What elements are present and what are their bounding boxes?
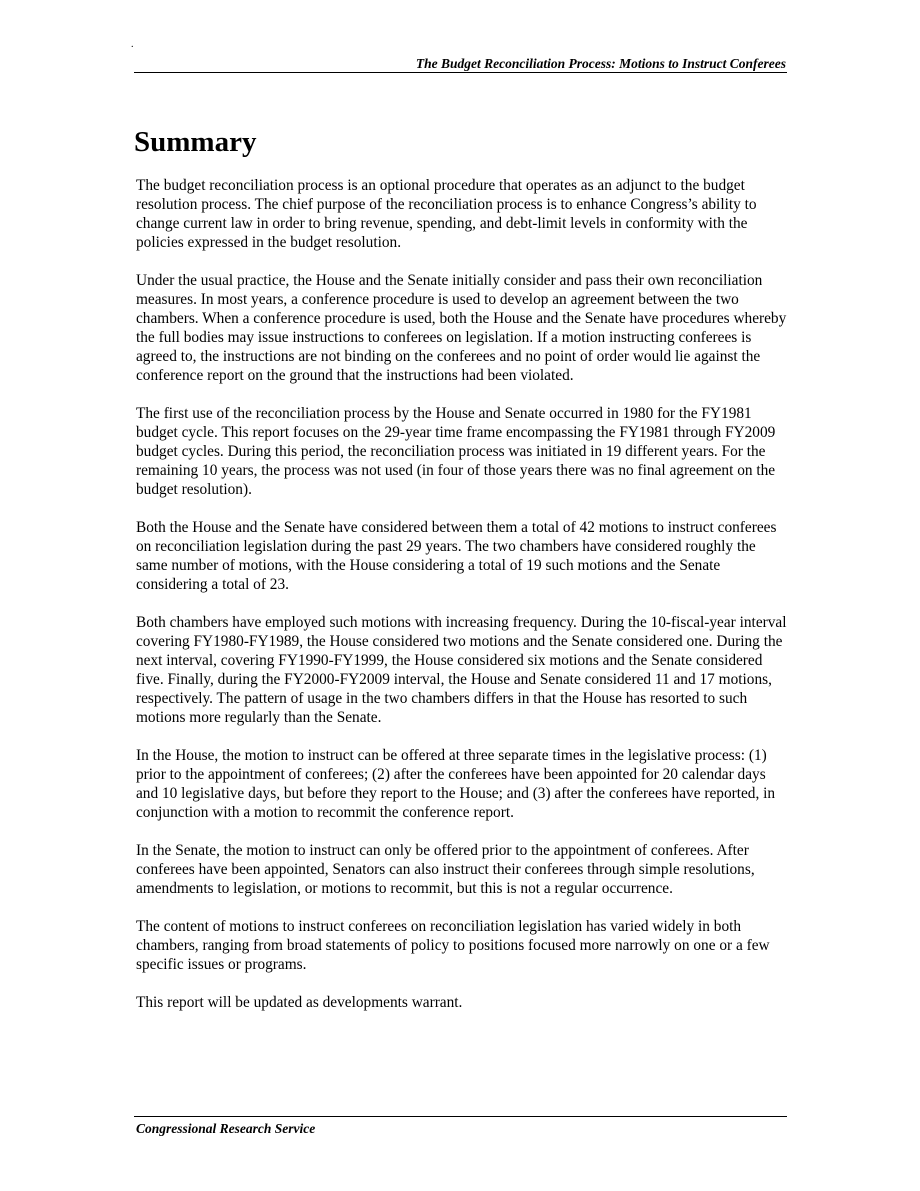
running-header: The Budget Reconciliation Process: Motions to Instruct Conferees <box>415 56 786 71</box>
paragraph: Under the usual practice, the House and the Senate initially consider and pass their own reconciliation measures. In most years, a conference procedure is used to develop an agreement between the two chambers. When a conference procedure is used, both the House and the Senate have procedures whereby the full bodies may issue instructions to conferees on legislation. If a motion instructing conferees is agreed to, the instructions are not binding on the conferees and no point of order would lie against the conference report on the ground that the instructions had been violated. <box>136 272 787 384</box>
paragraph: The content of motions to instruct conferees on reconciliation legislation has varied widely in both chambers, ranging from broad statements of policy to positions focused more narrowly on one or a few specific issues or programs. <box>136 918 770 973</box>
paragraph: Both chambers have employed such motions with increasing frequency. During the 10-fiscal-year interval covering FY1980-FY1989, the House considered two motions and the Senate considered one. During the next interval, covering FY1990-FY1999, the House considered six motions and the Senate considered five. Finally, during the FY2000-FY2009 interval, the House and Senate considered 11 and 17 motions, respectively. The pattern of usage in the two chambers differs in that the House has resorted to such motions more regularly than the Senate. <box>136 614 787 726</box>
footer-publisher: Congressional Research Service <box>136 1121 316 1136</box>
paragraph: In the House, the motion to instruct can be offered at three separate times in the legislative process: (1) prior to the appointment of conferees; (2) after the conferees have been appointed for 20 calendar days and 10 legislative days, but before they report to the House; and (3) after the conferees have reported, in conjunction with a motion to recommit the conference report. <box>136 747 776 821</box>
section-title: Summary <box>134 126 257 158</box>
summary-body <box>136 176 790 1031</box>
paragraph: This report will be updated as developments warrant. <box>136 994 463 1011</box>
stray-mark: . <box>131 39 134 50</box>
header-rule <box>134 72 787 73</box>
paragraph: The first use of the reconciliation process by the House and Senate occurred in 1980 for the FY1981 budget cycle. This report focuses on the 29-year time frame encompassing the FY1981 through FY2009 budget cycles. During this period, the reconciliation process was initiated in 19 different years. For the remaining 10 years, the process was not used (in four of those years there was no final agreement on the budget resolution). <box>136 405 776 498</box>
paragraph: In the Senate, the motion to instruct can only be offered prior to the appointment of conferees. After conferees have been appointed, Senators can also instruct their conferees through simple resolutions, amendments to legislation, or motions to recommit, but this is not a regular occurrence. <box>136 842 755 897</box>
paragraph: The budget reconciliation process is an optional procedure that operates as an adjunct to the budget resolution process. The chief purpose of the reconciliation process is to enhance Congress’s ability to change current law in order to bring revenue, spending, and debt-limit levels in conformity with the policies expressed in the budget resolution. <box>136 177 757 251</box>
paragraph: Both the House and the Senate have considered between them a total of 42 motions to instruct conferees on reconciliation legislation during the past 29 years. The two chambers have considered roughly the same number of motions, with the House considering a total of 19 such motions and the Senate considering a total of 23. <box>136 519 777 593</box>
footer-rule <box>134 1116 787 1117</box>
